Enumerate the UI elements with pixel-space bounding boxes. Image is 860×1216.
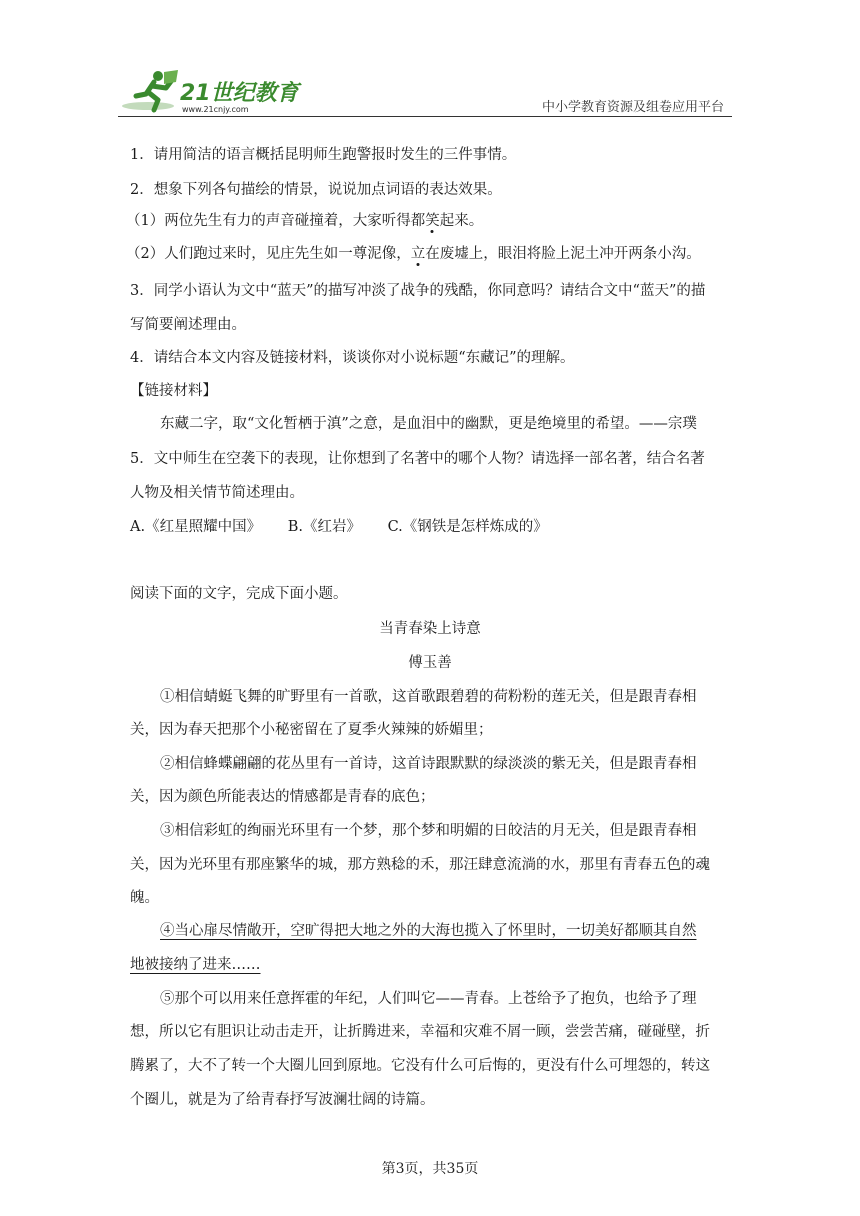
question-3-line-1: 3．同学小语认为文中“蓝天”的描写冲淡了战争的残酷，你同意吗？请结合文中“蓝天”的描 — [130, 283, 706, 299]
q2-2-text-pre: （2）人们跑过来时，见庄先生如一尊泥像， — [126, 246, 411, 262]
paragraph-3-line-3: 魄。 — [130, 890, 159, 906]
question-2-2 — [126, 242, 746, 263]
paragraph-5-line-3: 腾累了，大不了转一个大圈儿回到原地。它没有什么可后悔的，更没有什么可埋怨的，转这 — [130, 1058, 710, 1074]
reading-author: 傅玉善 — [408, 655, 452, 671]
q2-1-text-pre: （1）两位先生有力的声音碰撞着，大家听得都 — [126, 213, 426, 229]
q2-1-text-post: 起来。 — [439, 213, 484, 229]
paragraph-4-line-2-text: 地被接纳了进来…… — [130, 957, 261, 973]
logo-url: www.21cnjy.com — [182, 105, 249, 114]
paragraph-2-line-1: ②相信蜂蝶翩翩的花丛里有一首诗，这首诗跟默默的绿淡淡的紫无关，但是跟青春相 — [160, 756, 697, 772]
paragraph-5-line-1: ⑤那个可以用来任意挥霍的年纪，人们叫它——青春。上苍给予了抱负，也给予了理 — [160, 991, 697, 1007]
question-1: 1．请用简洁的语言概括昆明师生跑警报时发生的三件事情。 — [130, 147, 517, 163]
q2-2-dotted-word: 立 — [410, 246, 426, 262]
reading-intro: 阅读下面的文字，完成下面小题。 — [130, 586, 348, 602]
option-c: C.《钢铁是怎样炼成的》 — [387, 519, 548, 535]
paragraph-1-line-1: ①相信蜻蜓飞舞的旷野里有一首歌，这首歌跟碧碧的荷粉粉的莲无关，但是跟青春相 — [160, 689, 697, 705]
question-5-line-2: 人物及相关情节简述理由。 — [130, 485, 304, 501]
question-2-1 — [126, 209, 726, 230]
paragraph-1-line-2: 关，因为春天把那个小秘密留在了夏季火辣辣的娇媚里； — [130, 722, 493, 738]
reading-title: 当青春染上诗意 — [379, 621, 481, 637]
logo-text: 21世纪教育 — [180, 81, 299, 106]
page-header — [118, 66, 732, 117]
question-5-line-1: 5．文中师生在空袭下的表现，让你想到了名著中的哪个人物？请选择一部名著，结合名著 — [130, 451, 705, 467]
logo — [118, 66, 318, 116]
platform-name: 中小学教育资源及组卷应用平台 — [541, 100, 724, 115]
question-2: 2．想象下列各句描绘的情景，说说加点词语的表达效果。 — [130, 182, 502, 198]
q2-2-text-post: 在废墟上，眼泪将脸上泥土冲开两条小沟。 — [425, 246, 701, 262]
question-5-options — [130, 515, 730, 536]
option-a: A.《红星照耀中国》 — [130, 519, 262, 535]
paragraph-3-line-2: 关，因为光环里有那座繁华的城，那方熟稔的禾，那汪肆意流淌的水，那里有青春五色的魂 — [130, 857, 710, 873]
paragraph-3-line-1: ③相信彩虹的绚丽光环里有一个梦，那个梦和明媚的日皎洁的月无关，但是跟青春相 — [160, 823, 697, 839]
page-number: 第3页，共35页 — [381, 1161, 479, 1177]
paragraph-2-line-2: 关，因为颜色所能表达的情感都是青春的底色； — [130, 789, 435, 805]
option-b: B.《红岩》 — [287, 519, 361, 535]
question-4: 4．请结合本文内容及链接材料，谈谈你对小说标题“东藏记”的理解。 — [130, 350, 575, 366]
link-material-text: 东藏二字，取“文化暂栖于滇”之意，是血泪中的幽默，更是绝境里的希望。——宗璞 — [160, 416, 697, 432]
paragraph-4-line-2 — [130, 953, 730, 974]
paragraph-4-line-1: ④当心扉尽情敞开，空旷得把大地之外的大海也揽入了怀里时，一切美好都顺其自然 — [160, 923, 697, 939]
paragraph-5-line-2: 想，所以它有胆识让动击走开，让折腾进来，幸福和灾难不屑一顾，尝尝苦痛，碰碰壁，折 — [130, 1024, 710, 1040]
q2-1-dotted-word: 笑 — [425, 213, 440, 229]
question-3-line-2: 写简要阐述理由。 — [130, 317, 246, 333]
runner-icon — [122, 70, 178, 110]
paragraph-5-line-4: 个圈儿，就是为了给青春抒写波澜壮阔的诗篇。 — [130, 1092, 435, 1108]
link-material-title: 【链接材料】 — [130, 383, 217, 399]
